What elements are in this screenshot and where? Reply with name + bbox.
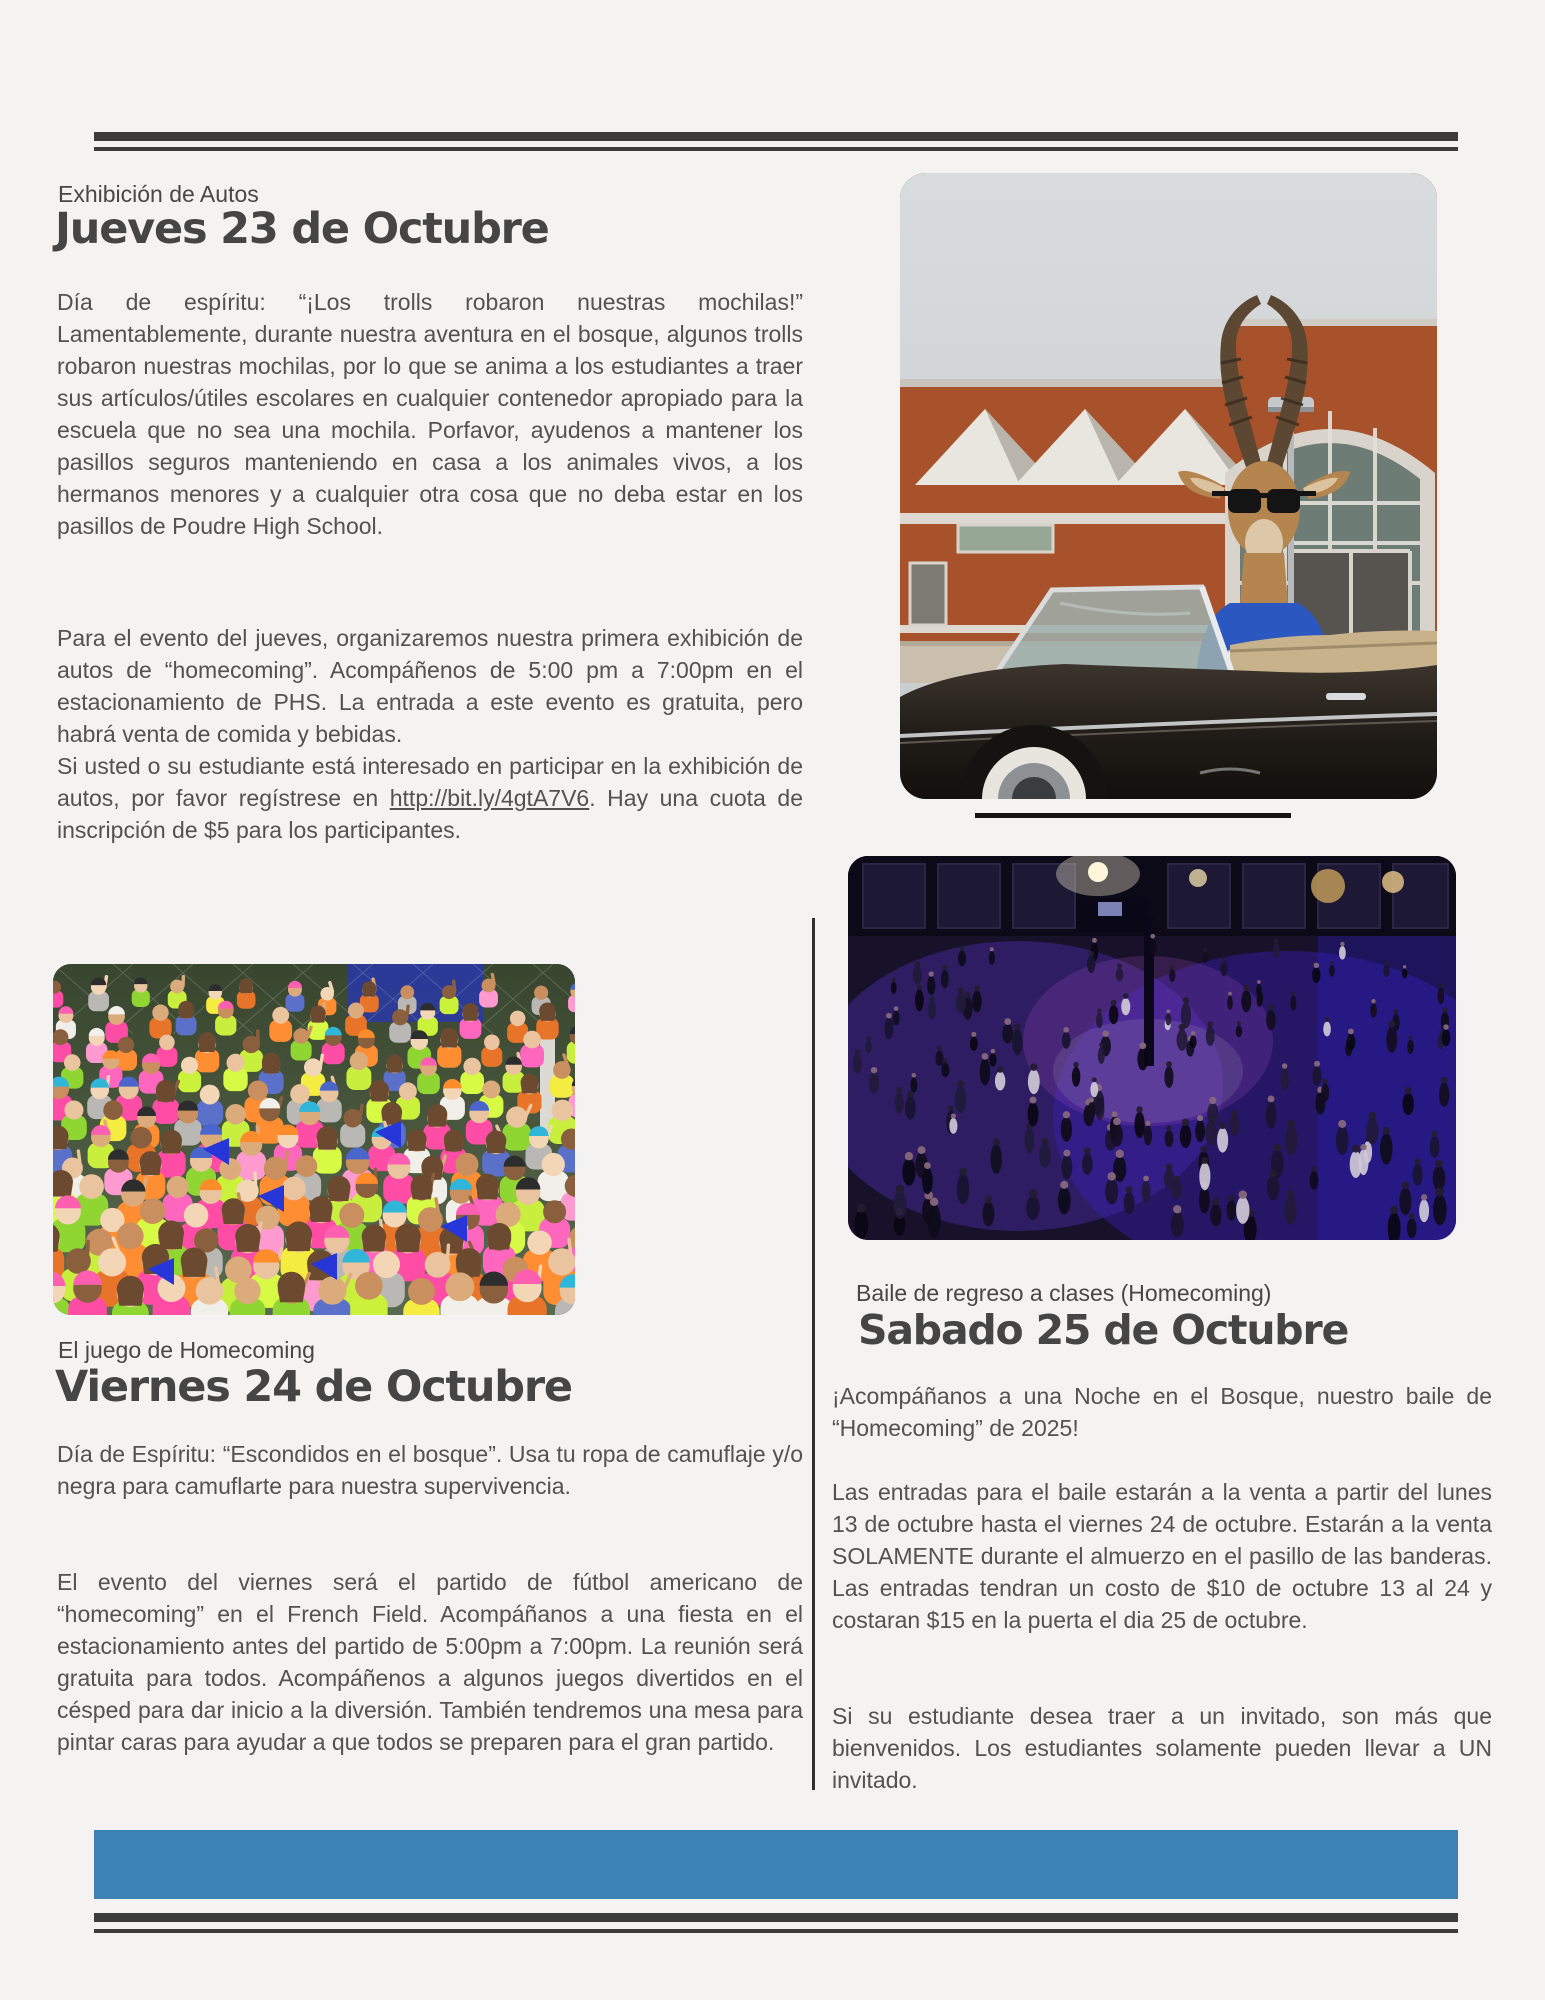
top-rule-thick (94, 132, 1458, 141)
dance-paragraph-2: Las entradas para el baile estarán a la venta a partir del lunes 13 de octubre hasta el viernes 24 de octubre. Estarán a la venta SOLAMENTE durante el almuerzo en el pasillo de las banderas. Las entradas tendran un costo de $10 de octubre 13 al 24 y costaran $15 en la puerta el dia 25 de octubre. (832, 1479, 1492, 1633)
homecoming-game-photo (53, 964, 575, 1315)
registration-text-before: Si usted o su estudiante está interesado en participar en la exhibición de autos, por favor regístrese en (57, 753, 803, 811)
car-show-paragraph-2b (57, 750, 803, 846)
dance-paragraph-3: Si su estudiante desea traer a un invitado, son más que bienvenidos. Los estudiantes solamente pueden llevar a UN invitado. (832, 1703, 1492, 1793)
registration-text-after: . Hay una cuota de inscripción de $5 para los participantes. (57, 785, 804, 843)
bottom-rule-thin (94, 1929, 1458, 1933)
car-show-kicker: Exhibición de Autos (58, 181, 259, 207)
car-show-paragraph-2a: Para el evento del jueves, organizaremos nuestra primera exhibición de autos de “homecoming”. Acompáñenos de 5:00 pm a 7:00pm en el estacionamiento de PHS. La entrada a este evento es gratuita, pero habrá venta de comida y bebidas. (57, 625, 803, 747)
column-divider (812, 918, 815, 1790)
registration-link[interactable]: http://bit.ly/4gtA7V6 (389, 785, 590, 811)
homecoming-dance-photo (848, 856, 1456, 1240)
dance-caption: Baile de regreso a clases (Homecoming) (856, 1280, 1272, 1306)
crowd-illustration (53, 964, 575, 1315)
dance-paragraph-1: ¡Acompáñanos a una Noche en el Bosque, nuestro baile de “Homecoming” de 2025! (832, 1383, 1492, 1441)
dance-illustration (848, 856, 1456, 1240)
car-show-photo (900, 173, 1437, 799)
dance-title: Sabado 25 de Octubre (858, 1306, 1349, 1354)
car-photo-underline (975, 813, 1291, 818)
car-show-paragraph-2 (57, 622, 803, 846)
car-show-title: Jueves 23 de Octubre (55, 204, 549, 254)
footer-accent-bar (94, 1830, 1458, 1899)
bottom-rule-thick (94, 1913, 1458, 1922)
game-paragraph-1: Día de Espíritu: “Escondidos en el bosque”. Usa tu ropa de camuflaje y/o negra para camuflarte para nuestra supervivencia. (57, 1441, 803, 1499)
car-mascot-illustration (900, 173, 1437, 799)
top-rule-thin (94, 147, 1458, 151)
game-caption: El juego de Homecoming (58, 1337, 315, 1363)
game-title: Viernes 24 de Octubre (55, 1362, 572, 1412)
game-paragraph-2: El evento del viernes será el partido de fútbol americano de “homecoming” en el French Field. Acompáñanos a una fiesta en el estacionamiento antes del partido de 5:00pm a 7:00pm. La reunión será gratuita para todos. Acompáñenos a algunos juegos divertidos en el césped para dar inicio a la diversión. También tendremos una mesa para pintar caras para ayudar a que todos se preparen para el gran partido. (57, 1569, 803, 1755)
car-show-paragraph-1: Día de espíritu: “¡Los trolls robaron nuestras mochilas!” Lamentablemente, durante nuestra aventura en el bosque, algunos trolls robaron nuestras mochilas, por lo que se anima a los estudiantes a traer sus artículos/útiles escolares en cualquier contenedor apropiado para la escuela que no sea una mochila. Porfavor, ayudenos a mantener los pasillos seguros manteniendo en casa a los animales vivos, a los hermanos menores y a cualquier otra cosa que no deba estar en los pasillos de Poudre High School. (57, 289, 803, 539)
